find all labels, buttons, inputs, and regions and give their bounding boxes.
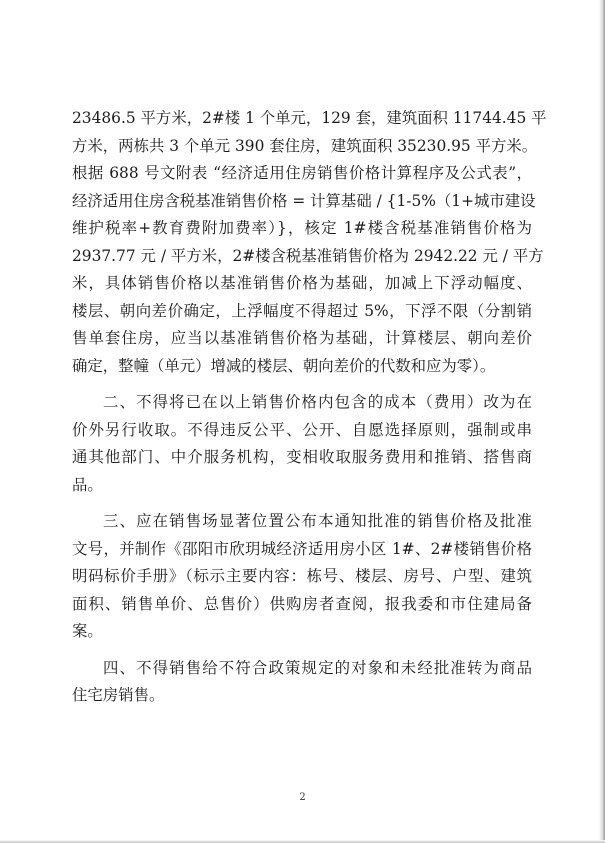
paragraph-item-two — [72, 389, 532, 499]
text-line: 面积、销售单价、总售价）供购房者查阅，报我委和市住建局备 — [72, 594, 532, 613]
text-line: 确定，整幢（单元）增减的楼层、朝向差价的代数和应为零）。 — [72, 356, 496, 375]
text-line: 案。 — [72, 622, 103, 640]
text-line: 明码标价手册》（标示主要内容：栋号、楼层、房号、户型、建筑 — [72, 567, 532, 585]
text-line: 三、应在销售场显著位置公布本通知批准的销售价格及批准 — [103, 512, 532, 530]
text-line: 二、不得将已在以上销售价格内包含的成本（费用）改为在 — [103, 393, 532, 411]
paragraph-price-calculation — [72, 105, 547, 380]
page-edge-shadow — [599, 0, 605, 843]
text-line: 楼层、朝向差价确定，上浮幅度不得超过 5%，下浮不限（分割销 — [72, 301, 532, 320]
text-line: 四、不得销售给不符合政策规定的对象和未经批准转为商品 — [103, 658, 532, 677]
text-line: 米，具体销售价格以基准销售价格为基础，加减上下浮动幅度、 — [72, 274, 532, 292]
document-body — [72, 105, 547, 710]
paragraph-item-four — [72, 655, 532, 710]
text-line: 文号，并制作《邵阳市欣玥城经济适用房小区 1#、2#楼销售价格 — [72, 539, 532, 558]
text-line: 价外另行收取。不得违反公平、公开、自愿选择原则，强制或串 — [72, 420, 532, 439]
text-line: 品。 — [72, 475, 103, 494]
text-line: 2937.77 元 / 平方米，2#楼含税基准销售价格为 2942.22 元 / 平方 — [72, 246, 544, 265]
text-line: 住宅房销售。 — [72, 686, 165, 704]
text-line: 维护税率+教育费附加费率）}，核定 1#楼含税基准销售价格为 — [72, 219, 532, 237]
text-line: 根据 688 号文附表 “经济适用住房销售价格计算程序及公式表”， — [72, 164, 532, 182]
page-number: 2 — [299, 792, 306, 803]
text-line: 23486.5 平方米，2#楼 1 个单元，129 套，建筑面积 11744.45 平 — [72, 109, 547, 127]
paragraph-item-three — [72, 508, 532, 646]
text-line: 方米，两栋共 3 个单元 390 套住房，建筑面积 35230.95 平方米。 — [72, 136, 538, 155]
text-line: 售单套住房，应当以基准销售价格为基础，计算楼层、朝向差价 — [72, 329, 532, 347]
text-line: 经济适用住房含税基准销售价格 = 计算基础 / {1-5%（1+城市建设 — [72, 191, 536, 210]
text-line: 通其他部门、中介服务机构，变相收取服务费用和推销、搭售商 — [72, 448, 532, 466]
